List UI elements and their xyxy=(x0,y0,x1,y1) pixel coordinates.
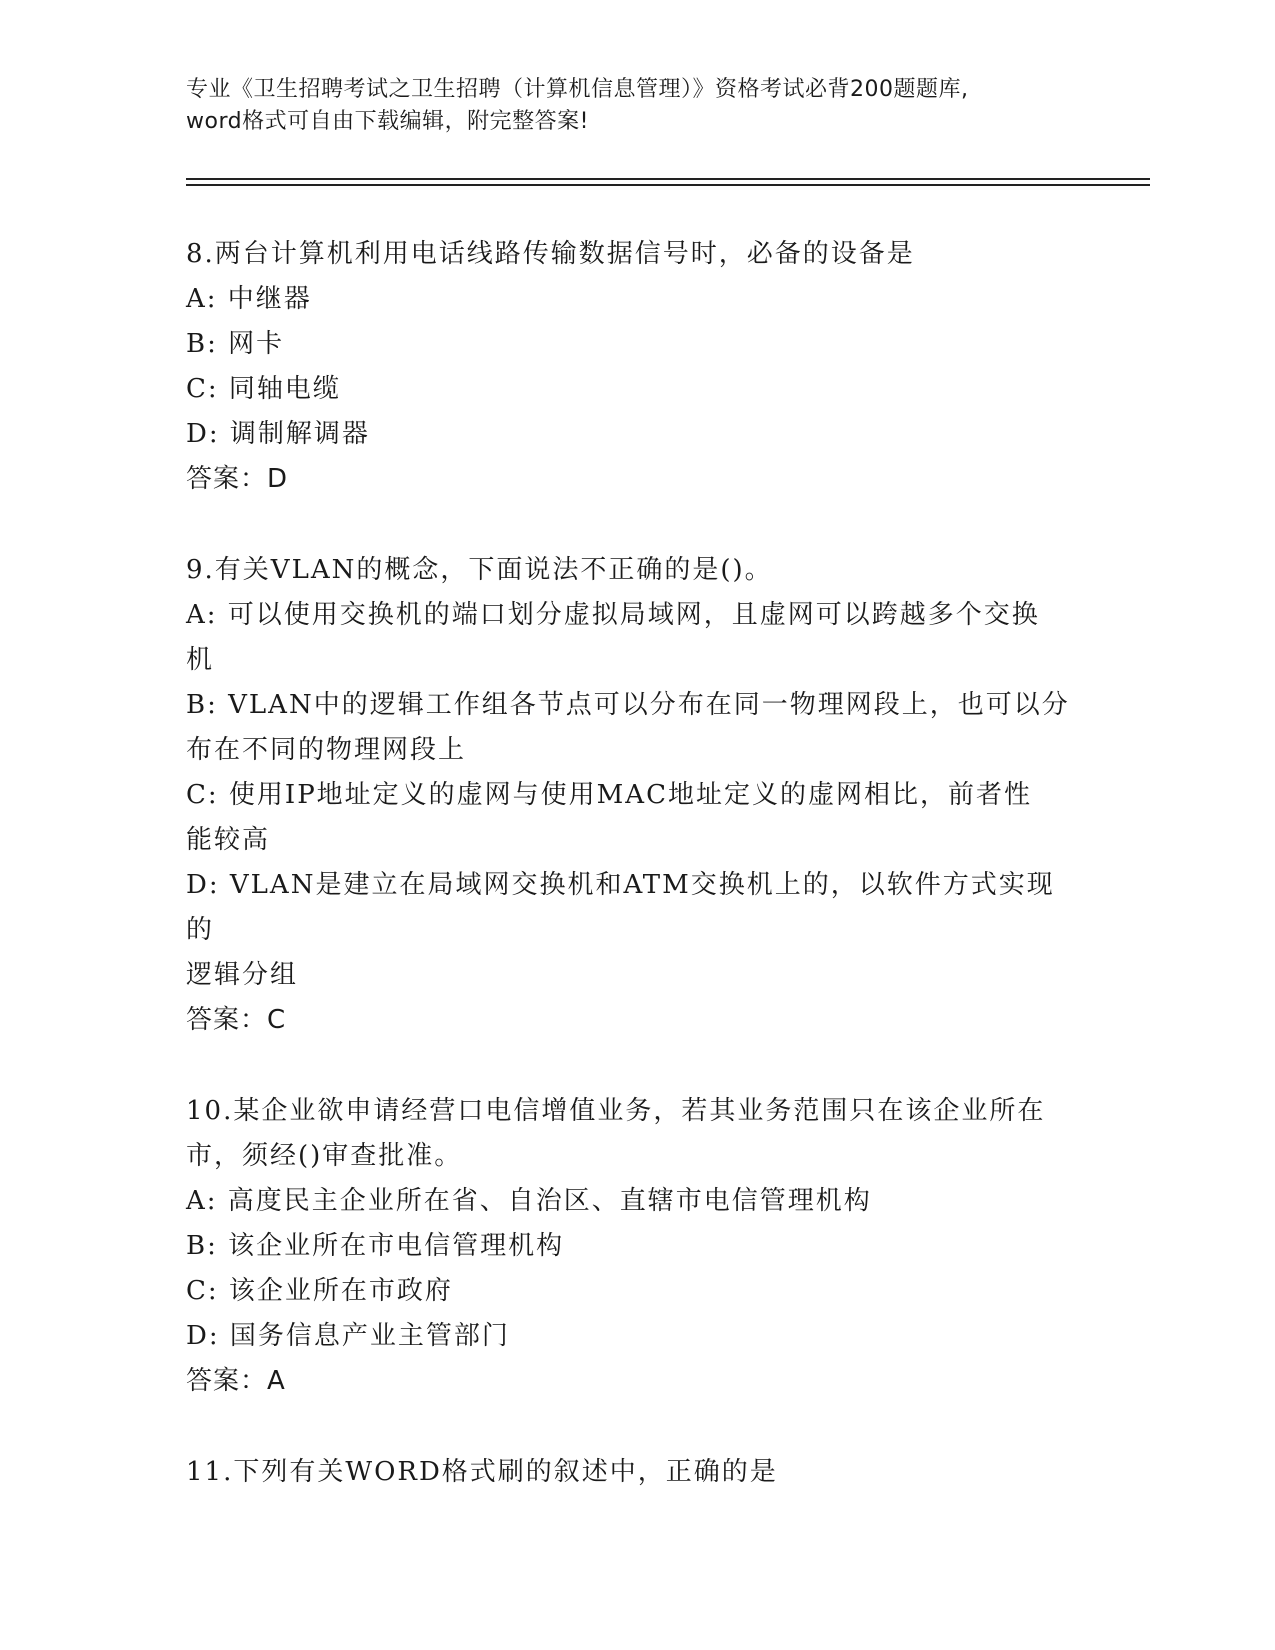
question-block xyxy=(186,548,1076,1043)
question-stem: 市，须经()审查批准。 xyxy=(186,1141,463,1171)
answer-option: A: 可以使用交换机的端口划分虚拟局域网，且虚网可以跨越多个交换 xyxy=(186,600,1040,630)
header-divider-bottom xyxy=(186,184,1150,186)
answer-option: C: 该企业所在市政府 xyxy=(186,1276,453,1306)
answer-option: B: VLAN中的逻辑工作组各节点可以分布在同一物理网段上，也可以分 xyxy=(186,690,1070,720)
question-stem: 10.某企业欲申请经营口电信增值业务，若其业务范围只在该企业所在 xyxy=(186,1096,1046,1126)
question-block xyxy=(186,1450,1076,1495)
answer-option: B: 该企业所在市电信管理机构 xyxy=(186,1231,565,1261)
header-line-1: 专业《卫生招聘考试之卫生招聘（计算机信息管理）》资格考试必背200题题库, xyxy=(186,77,969,102)
header-line-2: word格式可自由下载编辑，附完整答案! xyxy=(186,109,589,134)
answer-key: 答案：D xyxy=(186,464,289,494)
answer-option: A: 高度民主企业所在省、自治区、直辖市电信管理机构 xyxy=(186,1186,872,1216)
question-block xyxy=(186,1089,1076,1404)
question-stem: 8.两台计算机利用电话线路传输数据信号时，必备的设备是 xyxy=(186,239,915,269)
answer-option: 布在不同的物理网段上 xyxy=(186,735,467,765)
document-header xyxy=(186,74,1066,138)
answer-key: 答案：A xyxy=(186,1366,286,1396)
question-list xyxy=(186,232,1076,1541)
question-stem: 9.有关VLAN的概念，下面说法不正确的是()。 xyxy=(186,555,773,585)
answer-key: 答案：C xyxy=(186,1005,287,1035)
answer-option: 能较高 xyxy=(186,825,271,855)
answer-option: A: 中继器 xyxy=(186,284,312,314)
question-stem: 11.下列有关WORD格式刷的叙述中，正确的是 xyxy=(186,1457,778,1487)
answer-option: D: 调制解调器 xyxy=(186,419,370,449)
answer-option: D: 国务信息产业主管部门 xyxy=(186,1321,510,1351)
answer-option: B: 网卡 xyxy=(186,329,285,359)
answer-option: C: 同轴电缆 xyxy=(186,374,341,404)
answer-option: 逻辑分组 xyxy=(186,960,299,990)
answer-option: C: 使用IP地址定义的虚网与使用MAC地址定义的虚网相比，前者性 xyxy=(186,780,1032,810)
answer-option: D: VLAN是建立在局域网交换机和ATM交换机上的，以软件方式实现的 xyxy=(186,870,1055,945)
answer-option: 机 xyxy=(186,645,215,675)
question-block xyxy=(186,232,1076,502)
header-divider-top xyxy=(186,178,1150,180)
